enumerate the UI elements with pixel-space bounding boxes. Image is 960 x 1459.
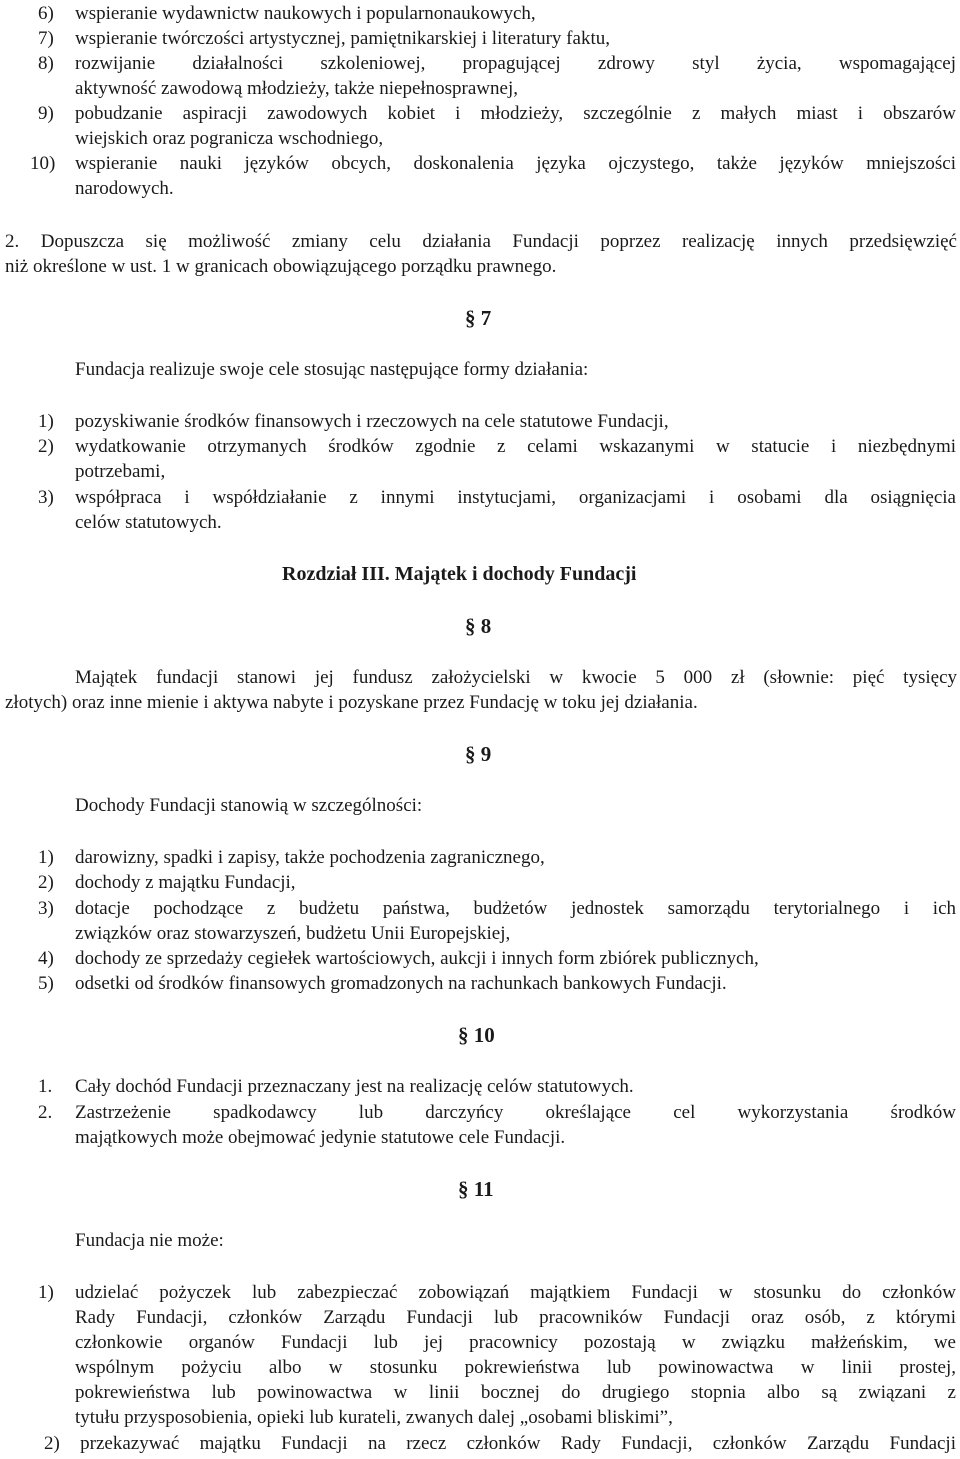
list-item-number: 9) <box>38 103 54 124</box>
list-item-text: dochody ze sprzedaży cegiełek wartościowych, aukcji i innych form zbiórek publicznych, <box>75 948 759 969</box>
section-title: § 8 <box>465 614 492 638</box>
list-item-number: 1) <box>38 1282 54 1303</box>
list-item-text: wiejskich oraz pogranicza wschodniego, <box>75 128 384 149</box>
section-paragraph: Majątek fundacji stanowi jej fundusz założycielski w kwocie 5 000 zł (słownie: pięć tysięcy <box>75 667 957 688</box>
list-item-text: dotacje pochodzące z budżetu państwa, budżetów jednostek samorządu terytorialnego i ich <box>75 898 956 919</box>
section-paragraph: złotych) oraz inne mienie i aktywa nabyte i pozyskane przez Fundację w toku jej działania. <box>5 692 698 713</box>
list-item-text: związków oraz stowarzyszeń, budżetu Unii Europejskiej, <box>75 923 511 944</box>
section-title: § 7 <box>465 306 492 330</box>
list-item-text: darowizny, spadki i zapisy, także pochodzenia zagranicznego, <box>75 847 545 868</box>
section-title: § 11 <box>458 1177 494 1201</box>
list-item-number: 2. <box>38 1102 53 1123</box>
list-item-number: 3) <box>38 898 54 919</box>
section-title: § 10 <box>458 1023 495 1047</box>
list-item-text: potrzebami, <box>75 461 166 482</box>
list-item-text: członkowie organów Fundacji lub jej pracownicy pozostają w związku małżeńskim, we <box>75 1332 956 1353</box>
list-item-number: 5) <box>38 973 54 994</box>
list-item-number: 4) <box>38 948 54 969</box>
list-item-text: Cały dochód Fundacji przeznaczany jest na realizację celów statutowych. <box>75 1076 634 1097</box>
list-item-text: rozwijanie działalności szkoleniowej, propagującej zdrowy styl życia, wspomagającej <box>75 53 956 74</box>
list-item-text: dochody z majątku Fundacji, <box>75 872 296 893</box>
list-item-number: 1) <box>38 847 54 868</box>
paragraph-2: niż określone w ust. 1 w granicach obowiązującego porządku prawnego. <box>5 256 557 277</box>
section-intro: Fundacja nie może: <box>75 1230 224 1251</box>
list-item-text: współpraca i współdziałanie z innymi instytucjami, organizacjami i osobami dla osiągnięcia <box>75 487 956 508</box>
list-item-text: 2) przekazywać majątku Fundacji na rzecz członków Rady Fundacji, członków Zarządu Fundacji <box>44 1433 956 1454</box>
chapter-heading: Rozdział III. Majątek i dochody Fundacji <box>282 563 637 585</box>
list-item-text: Zastrzeżenie spadkodawcy lub darczyńcy określające cel wykorzystania środków <box>75 1102 956 1123</box>
list-item-number: 7) <box>38 28 54 49</box>
list-item-number: 1) <box>38 411 54 432</box>
section-intro: Fundacja realizuje swoje cele stosując następujące formy działania: <box>75 359 589 380</box>
list-item-number: 2) <box>38 872 54 893</box>
list-item-text: wydatkowanie otrzymanych środków zgodnie z celami wskazanymi w statucie i niezbędnymi <box>75 436 956 457</box>
list-item-text: tytułu przysposobienia, opieki lub kurateli, zwanych dalej „osobami bliskimi”, <box>75 1407 673 1428</box>
list-item-text: pokrewieństwa lub powinowactwa w linii bocznej do drugiego stopnia albo są związani z <box>75 1382 956 1403</box>
list-item-number: 2) <box>38 436 54 457</box>
list-item-text: wspieranie nauki języków obcych, doskonalenia języka ojczystego, także języków mniejszości <box>75 153 956 174</box>
list-item-text: wspieranie twórczości artystycznej, pamiętnikarskiej i literatury faktu, <box>75 28 610 49</box>
list-item-text: pobudzanie aspiracji zawodowych kobiet i młodzieży, szczególnie z małych miast i obszarów <box>75 103 956 124</box>
list-item-text: wspólnym pożyciu albo w stosunku pokrewieństwa lub powinowactwa w linii prostej, <box>75 1357 956 1378</box>
section-intro: Dochody Fundacji stanowią w szczególności: <box>75 795 423 816</box>
paragraph-2: 2. Dopuszcza się możliwość zmiany celu działania Fundacji poprzez realizację innych przedsięwzięć <box>5 231 957 252</box>
list-item-text: pozyskiwanie środków finansowych i rzeczowych na cele statutowe Fundacji, <box>75 411 669 432</box>
list-item-text: aktywność zawodową młodzieży, także niepełnosprawnej, <box>75 78 518 99</box>
list-item-number: 1. <box>38 1076 53 1097</box>
list-item-text: narodowych. <box>75 178 174 199</box>
list-item-text: celów statutowych. <box>75 512 222 533</box>
list-item-number: 8) <box>38 53 54 74</box>
list-item-text: odsetki od środków finansowych gromadzonych na rachunkach bankowych Fundacji. <box>75 973 727 994</box>
list-item-text: Rady Fundacji, członków Zarządu Fundacji lub pracowników Fundacji oraz osób, z którymi <box>75 1307 956 1328</box>
list-item-number: 10) <box>30 153 56 174</box>
list-item-text: majątkowych może obejmować jedynie statutowe cele Fundacji. <box>75 1127 566 1148</box>
section-title: § 9 <box>465 742 492 766</box>
list-item-number: 3) <box>38 487 54 508</box>
list-item-number: 6) <box>38 3 54 24</box>
list-item-text: wspieranie wydawnictw naukowych i popularnonaukowych, <box>75 3 536 24</box>
list-item-text: udzielać pożyczek lub zabezpieczać zobowiązań majątkiem Fundacji w stosunku do członków <box>75 1282 956 1303</box>
